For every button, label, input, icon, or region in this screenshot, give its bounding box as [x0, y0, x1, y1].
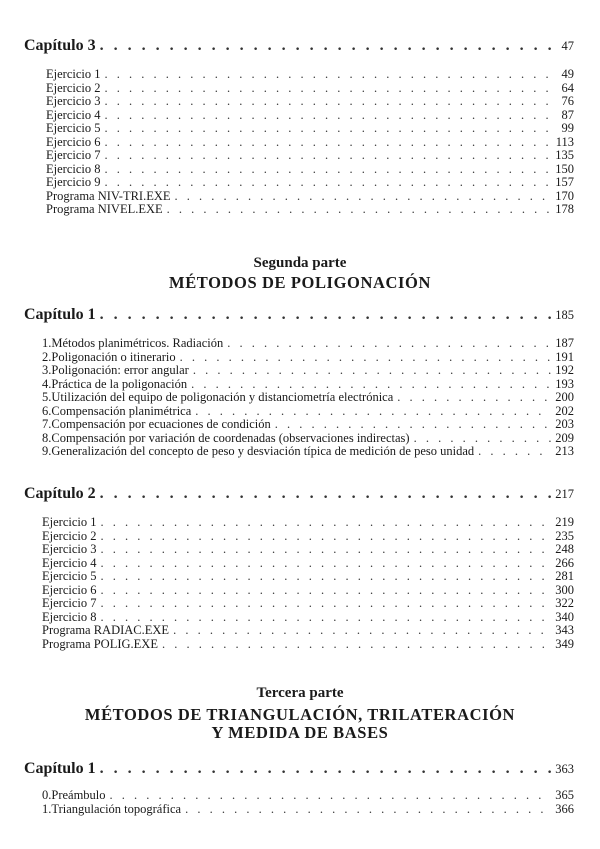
chapter-label: Capítulo 1 — [24, 306, 96, 323]
entry-number: 2. — [42, 349, 52, 364]
dot-leader — [105, 95, 558, 109]
dot-leader — [105, 136, 552, 150]
entry-label: Programa NIVEL.EXE — [46, 202, 163, 216]
toc-entry — [42, 543, 574, 557]
toc-entry — [42, 584, 574, 598]
dot-leader — [162, 638, 551, 652]
dot-leader — [100, 485, 552, 503]
entry-label: Ejercicio 5 — [46, 121, 101, 135]
toc-entry — [46, 109, 574, 123]
page-number: 202 — [555, 403, 574, 418]
toc-entry — [46, 190, 574, 204]
toc-entry — [42, 391, 574, 405]
page-number: 187 — [555, 336, 574, 350]
entry-number: 1. — [42, 336, 52, 350]
page-number: 185 — [555, 308, 574, 322]
chapter-label: Capítulo 1 — [24, 760, 96, 777]
dot-leader — [173, 624, 551, 638]
toc-entry — [46, 176, 574, 190]
dot-leader — [478, 445, 551, 459]
toc-entry — [42, 557, 574, 571]
entry-label: Ejercicio 4 — [42, 555, 97, 570]
page-number: 203 — [555, 417, 574, 431]
page-number: 349 — [555, 636, 574, 651]
page-number: 200 — [555, 390, 574, 404]
dot-leader — [167, 203, 552, 217]
page-number: 366 — [555, 801, 574, 816]
toc-entry — [42, 405, 574, 419]
dot-leader — [101, 530, 552, 544]
toc-entry — [42, 378, 574, 392]
entry-label: Ejercicio 7 — [42, 596, 97, 610]
page-number: 191 — [555, 349, 574, 364]
entry-label: Compensación por variación de coordenadas (observaciones indirectas) — [51, 430, 410, 445]
page-number: 170 — [555, 188, 574, 203]
dot-leader — [180, 351, 552, 365]
page-number: 217 — [555, 487, 574, 501]
toc-entry — [46, 68, 574, 82]
entry-label: Ejercicio 6 — [46, 134, 101, 149]
dot-leader — [101, 611, 552, 625]
dot-leader — [105, 122, 558, 136]
entry-label: Métodos planimétricos. Radiación — [51, 336, 224, 350]
entry-number: 7. — [42, 417, 52, 431]
entry-label: Compensación por ecuaciones de condición — [51, 417, 271, 431]
dot-leader — [101, 557, 552, 571]
toc-entry — [46, 136, 574, 150]
page-number: 213 — [555, 444, 574, 458]
toc-entry — [42, 803, 574, 817]
entry-label: Compensación planimétrica — [51, 403, 192, 418]
page-number: 113 — [555, 134, 574, 149]
entry-number: 9. — [42, 444, 52, 458]
toc-entry — [46, 82, 574, 96]
page-number: 281 — [555, 569, 574, 583]
page-number: 322 — [555, 596, 574, 610]
entry-label: Ejercicio 3 — [46, 94, 101, 108]
dot-leader — [193, 364, 551, 378]
dot-leader — [100, 306, 552, 324]
page-number: 178 — [555, 202, 574, 216]
entry-label: Preámbulo — [51, 788, 106, 802]
entry-number: 5. — [42, 390, 52, 404]
dot-leader — [275, 418, 552, 432]
part-3-title-line-1: MÉTODOS DE TRIANGULACIÓN, TRILATERACIÓN — [84, 705, 516, 724]
page-number: 157 — [555, 175, 574, 189]
page-number: 343 — [555, 623, 574, 637]
part-3-subtitle: Tercera parte — [256, 685, 344, 701]
toc-entry — [42, 445, 574, 459]
dot-leader — [105, 68, 558, 82]
entry-label: Ejercicio 1 — [42, 515, 97, 529]
toc-entry — [42, 432, 574, 446]
toc-entry — [42, 364, 574, 378]
toc-entry — [46, 203, 574, 217]
page-number: 47 — [561, 39, 574, 53]
toc-entry — [46, 149, 574, 163]
entry-number: 6. — [42, 403, 52, 418]
entry-label: Ejercicio 9 — [46, 175, 101, 189]
toc-entry — [42, 570, 574, 584]
dot-leader — [397, 391, 551, 405]
entry-label: Ejercicio 8 — [46, 161, 101, 176]
entry-number: 8. — [42, 430, 52, 445]
toc-entry — [42, 624, 574, 638]
page-number: 193 — [555, 376, 574, 391]
toc-entry — [46, 95, 574, 109]
page-number: 248 — [555, 542, 574, 556]
entry-number: 0. — [42, 788, 52, 802]
dot-leader — [105, 176, 552, 190]
entry-label: Ejercicio 6 — [42, 582, 97, 597]
page-number: 76 — [561, 94, 574, 108]
dot-leader — [100, 760, 552, 778]
page-number: 64 — [561, 80, 574, 95]
entry-label: Ejercicio 2 — [42, 528, 97, 543]
toc-entry — [42, 351, 574, 365]
part-3-chapter-1-heading — [24, 760, 574, 778]
dot-leader — [195, 405, 551, 419]
dot-leader — [101, 516, 552, 530]
entry-label: Ejercicio 7 — [46, 148, 101, 162]
entry-number: 1. — [42, 801, 52, 816]
entry-number: 4. — [42, 376, 52, 391]
dot-leader — [227, 337, 551, 351]
toc-entry — [42, 611, 574, 625]
toc-entry — [42, 516, 574, 530]
page-number: 235 — [555, 528, 574, 543]
page-number: 219 — [555, 515, 574, 529]
entry-label: Programa RADIAC.EXE — [42, 623, 170, 637]
part-2-title: MÉTODOS DE POLIGONACIÓN — [169, 273, 431, 292]
toc-entry — [42, 638, 574, 652]
dot-leader — [101, 584, 552, 598]
chapter-3-heading — [24, 37, 574, 55]
entry-label: Práctica de la poligonación — [51, 376, 188, 391]
entry-label: Generalización del concepto de peso y desviación típica de medición de peso unidad — [51, 444, 475, 458]
entry-label: Programa POLIG.EXE — [42, 636, 158, 651]
part-3-title-line-2: Y MEDIDA DE BASES — [211, 723, 389, 742]
toc-entry — [42, 530, 574, 544]
dot-leader — [105, 82, 558, 96]
dot-leader — [110, 789, 552, 803]
dot-leader — [105, 149, 552, 163]
dot-leader — [105, 163, 552, 177]
toc-entry — [42, 337, 574, 351]
page-number: 49 — [561, 67, 574, 81]
toc-entry — [46, 163, 574, 177]
page-number: 365 — [555, 788, 574, 802]
dot-leader — [191, 378, 551, 392]
page-number: 363 — [555, 762, 574, 776]
toc-entry — [42, 789, 574, 803]
entry-label: Programa NIV-TRI.EXE — [46, 188, 171, 203]
page-number: 87 — [561, 107, 574, 122]
entry-number: 3. — [42, 363, 52, 377]
chapter-1-heading — [24, 306, 574, 324]
entry-label: Ejercicio 4 — [46, 107, 101, 122]
page-number: 209 — [555, 430, 574, 445]
chapter-label: Capítulo 3 — [24, 37, 96, 54]
entry-label: Ejercicio 3 — [42, 542, 97, 556]
page-number: 150 — [555, 161, 574, 176]
dot-leader — [185, 803, 551, 817]
dot-leader — [101, 570, 552, 584]
entry-label: Poligonación o itinerario — [51, 349, 176, 364]
entry-label: Ejercicio 1 — [46, 67, 101, 81]
toc-entry — [46, 122, 574, 136]
entry-label: Ejercicio 8 — [42, 609, 97, 624]
entry-label: Triangulación topográfica — [51, 801, 182, 816]
entry-label: Utilización del equipo de poligonación y distanciometría electrónica — [51, 390, 394, 404]
part-2-subtitle: Segunda parte — [253, 255, 347, 271]
page-number: 135 — [555, 148, 574, 162]
entry-label: Poligonación: error angular — [51, 363, 189, 377]
dot-leader — [101, 543, 552, 557]
chapter-label: Capítulo 2 — [24, 485, 96, 502]
dot-leader — [175, 190, 552, 204]
page-number: 340 — [555, 609, 574, 624]
page-number: 99 — [561, 121, 574, 135]
page-number: 266 — [555, 555, 574, 570]
entry-label: Ejercicio 2 — [46, 80, 101, 95]
dot-leader — [105, 109, 558, 123]
dot-leader — [414, 432, 552, 446]
toc-entry — [42, 418, 574, 432]
dot-leader — [100, 37, 558, 55]
page-number: 192 — [555, 363, 574, 377]
dot-leader — [101, 597, 552, 611]
entry-label: Ejercicio 5 — [42, 569, 97, 583]
chapter-2-heading — [24, 485, 574, 503]
page-number: 300 — [555, 582, 574, 597]
toc-entry — [42, 597, 574, 611]
